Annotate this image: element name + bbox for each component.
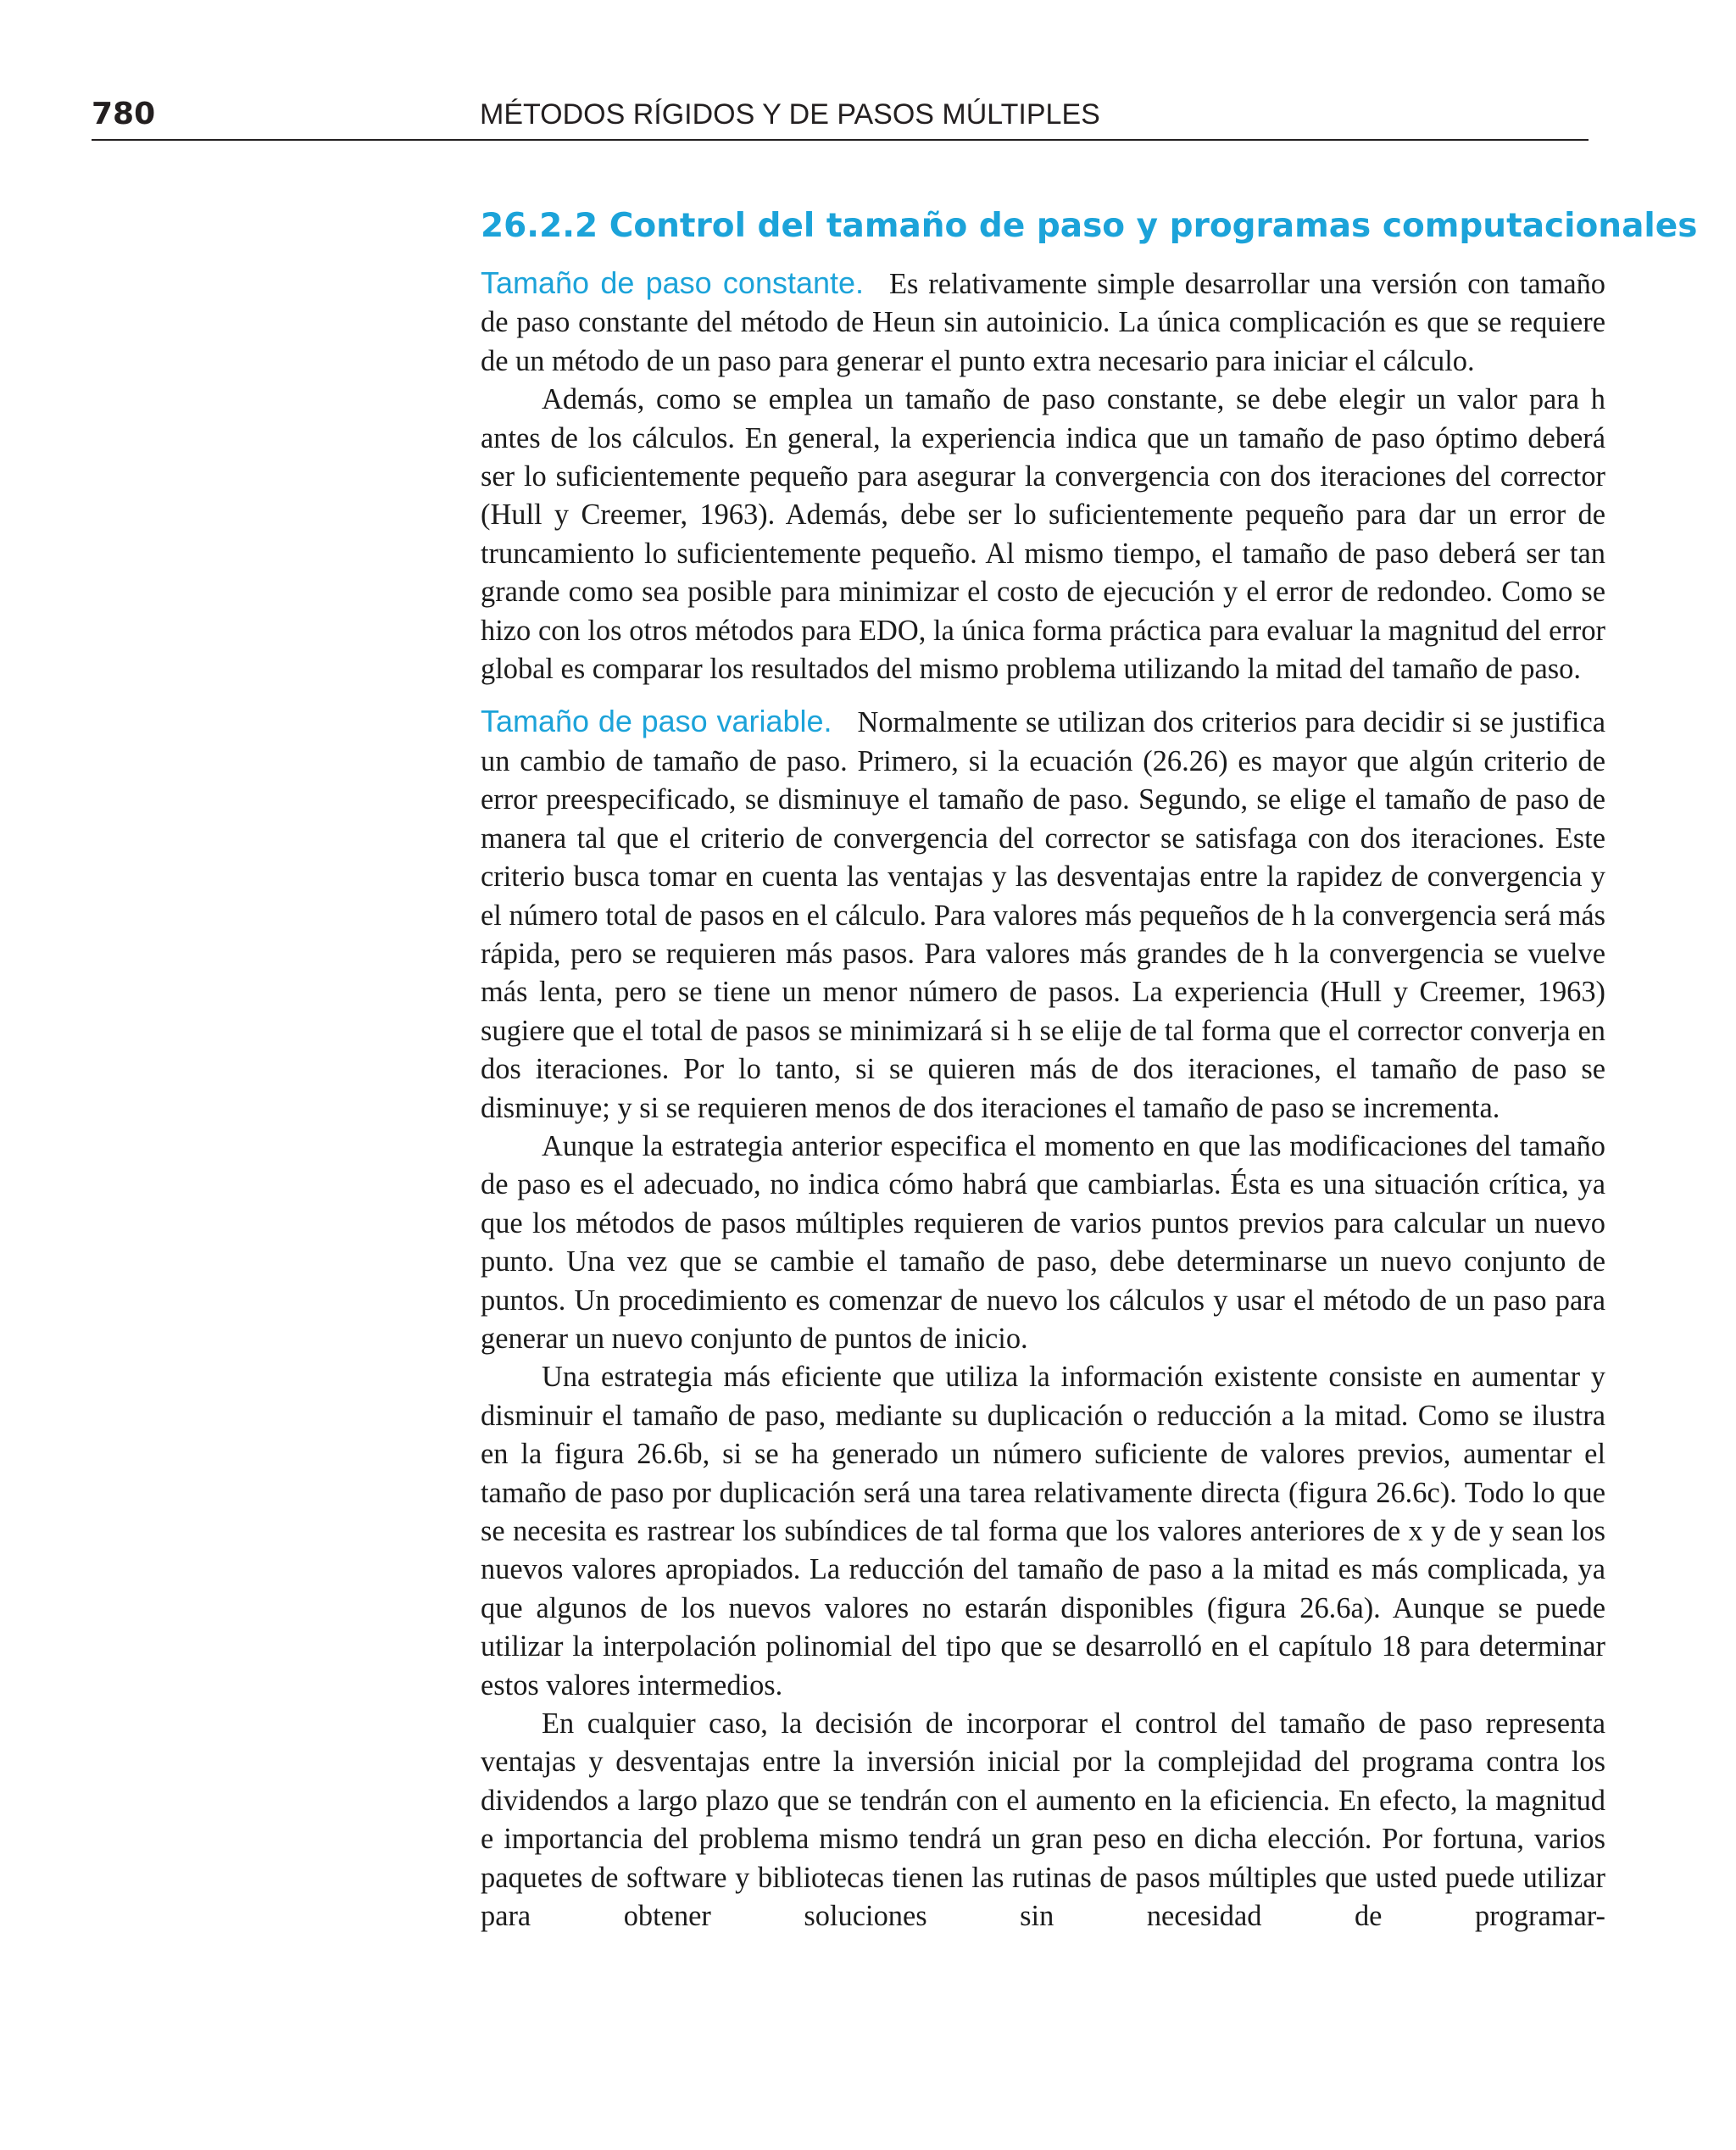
- page-body: [481, 200, 1698, 1936]
- section-title: 26.2.2 Control del tamaño de paso y programas computacionales: [481, 207, 1698, 245]
- paragraph-text: Normalmente se utilizan dos criterios para decidir si se justifica un cambio de tamaño de paso. Primero, si la ecuación (26.26) es mayor que algún criterio de error preespecificado, se disminuye el tamaño de paso. Segundo, se elige el tamaño de paso de manera tal que el criterio de convergencia del corrector se satisfaga con dos iteraciones. Este criterio busca tomar en cuenta las ventajas y las desventajas entre la rapidez de convergencia y el número total de pasos en el cálculo. Para valores más pequeños de h la convergencia será más rápida, pero se requieren más pasos. Para valores más grandes de h la convergencia se vuelve más lenta, pero se tiene un menor número de pasos. La experiencia (Hull y Creemer, 1963) sugiere que el total de pasos se minimizará si h se elije de tal forma que el corrector converja en dos iteraciones. Por lo tanto, si se quieren más de dos iteraciones, el tamaño de paso se disminuye; y si se requieren menos de dos iteraciones el tamaño de paso se incrementa.: [481, 706, 1605, 1124]
- paragraph-variable-step-3: Una estrategia más eficiente que utiliza la información existente consiste en aumentar y disminuir el tamaño de paso, mediante su duplicación o reducción a la mitad. Como se ilustra en la figura 26.6b, si se ha generado un número suficiente de valores previos, aumentar el tamaño de paso por duplicación será una tarea relativamente directa (figura 26.6c). Todo lo que se necesita es rastrear los subíndices de tal forma que los valores anteriores de x y de y sean los nuevos valores apropiados. La reducción del tamaño de paso a la mitad es más complicada, ya que algunos de los nuevos valores no estarán disponibles (figura 26.6a). Aunque se puede utilizar la interpolación polinomial del tipo que se desarrolló en el capítulo 18 para determinar estos valores intermedios.: [481, 1361, 1605, 1702]
- paragraph-variable-step-2: Aunque la estrategia anterior especifica el momento en que las modificaciones del tamaño de paso es el adecuado, no indica cómo habrá que cambiarlas. Ésta es una situación crítica, ya que los métodos de pasos múltiples requieren de varios puntos previos para calcular un nuevo punto. Una vez que se cambie el tamaño de paso, debe determinarse un nuevo conjunto de puntos. Un procedimiento es comenzar de nuevo los cálculos y usar el método de un paso para generar un nuevo conjunto de puntos de inicio.: [481, 1129, 1605, 1355]
- paragraph-constant-step-1: [481, 264, 1605, 381]
- run-in-heading-constant-step: Tamaño de paso constante.: [481, 265, 865, 300]
- running-head: MÉTODOS RÍGIDOS Y DE PASOS MÚLTIPLES: [480, 98, 1100, 131]
- paragraph-variable-step-4: En cualquier caso, la decisión de incorporar el control del tamaño de paso representa ventajas y desventajas entre la inversión inicial por la complejidad del programa contra los dividendos a largo plazo que se tendrán con el aumento en la eficiencia. En efecto, la magnitud e importancia del problema mismo tendrá un gran peso en dicha elección. Por fortuna, varios paquetes de software y bibliotecas tienen las rutinas de pasos múltiples que usted puede utilizar para obtener soluciones sin necesidad de programar-: [481, 1707, 1605, 1933]
- page-number: 780: [92, 97, 156, 131]
- paragraph-text: Es relativamente simple desarrollar una versión con tamaño de paso constante del método de Heun sin autoinicio. La única complicación es que se requiere de un método de un paso para generar el punto extra necesario para iniciar el cálculo.: [481, 268, 1605, 377]
- paragraph-constant-step-2: Además, como se emplea un tamaño de paso constante, se debe elegir un valor para h antes de los cálculos. En general, la experiencia indica que un tamaño de paso óptimo deberá ser lo suficientemente pequeño para asegurar la convergencia con dos iteraciones del corrector (Hull y Creemer, 1963). Además, debe ser lo suficientemente pequeño para dar un error de truncamiento lo suficientemente pequeño. Al mismo tiempo, el tamaño de paso deberá ser tan grande como sea posible para minimizar el costo de ejecución y el error de redondeo. Como se hizo con los otros métodos para EDO, la única forma práctica para evaluar la magnitud del error global es comparar los resultados del mismo problema utilizando la mitad del tamaño de paso.: [481, 383, 1605, 686]
- page-header: [92, 95, 1589, 141]
- paragraph-variable-step-1: [481, 702, 1605, 1127]
- run-in-heading-variable-step: Tamaño de paso variable.: [481, 704, 832, 739]
